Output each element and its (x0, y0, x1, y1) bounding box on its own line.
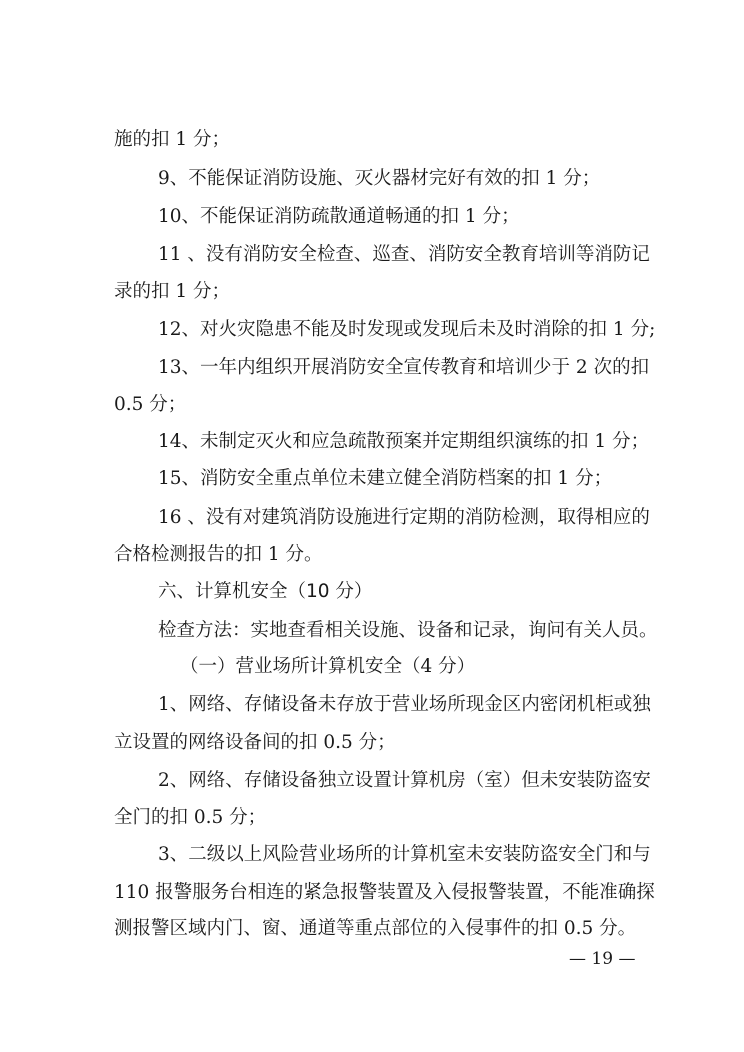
text-line: 1、网络、存储设备未存放于营业场所现金区内密闭机柜或独 (158, 694, 651, 715)
text-line: 13、一年内组织开展消防安全宣传教育和培训少于 2 次的扣 (158, 357, 650, 378)
text-line: 0.5 分； (114, 394, 187, 415)
text-line: 测报警区域内门、窗、通道等重点部位的入侵事件的扣 0.5 分。 (114, 918, 637, 939)
subsection-heading: （一）营业场所计算机安全（4 分） (180, 656, 476, 677)
text-line: 全门的扣 0.5 分； (114, 807, 267, 828)
text-line: 11 、没有消防安全检查、巡查、消防安全教育培训等消防记 (158, 244, 650, 265)
text-line: 3、二级以上风险营业场所的计算机室未安装防盗安全门和与 (158, 844, 651, 865)
text-line: 施的扣 1 分； (114, 129, 231, 150)
text-line: 9、不能保证消防设施、灭火器材完好有效的扣 1 分； (158, 168, 601, 189)
text-line: 10、不能保证消防疏散通道畅通的扣 1 分； (158, 206, 520, 227)
text-line: 2、网络、存储设备独立设置计算机房（室）但未安装防盗安 (158, 770, 651, 791)
text-line: 110 报警服务台相连的紧急报警装置及入侵报警装置，不能准确探 (114, 882, 655, 903)
page-number: — 19 — (569, 949, 636, 969)
text-line: 12、对火灾隐患不能及时发现或发现后未及时消除的扣 1 分; (158, 319, 656, 340)
text-line: 15、消防安全重点单位未建立健全消防档案的扣 1 分； (158, 468, 613, 489)
text-line: 合格检测报告的扣 1 分。 (114, 544, 323, 565)
text-line: 检查方法：实地查看相关设施、设备和记录，询问有关人员。 (158, 620, 658, 641)
text-line: 录的扣 1 分； (114, 281, 231, 302)
section-heading: 六、计算机安全（10 分） (158, 581, 373, 602)
text-line: 16 、没有对建筑消防设施进行定期的消防检测，取得相应的 (158, 507, 650, 528)
text-line: 立设置的网络设备间的扣 0.5 分； (114, 732, 396, 753)
text-line: 14、未制定灭火和应急疏散预案并定期组织演练的扣 1 分； (158, 431, 650, 452)
